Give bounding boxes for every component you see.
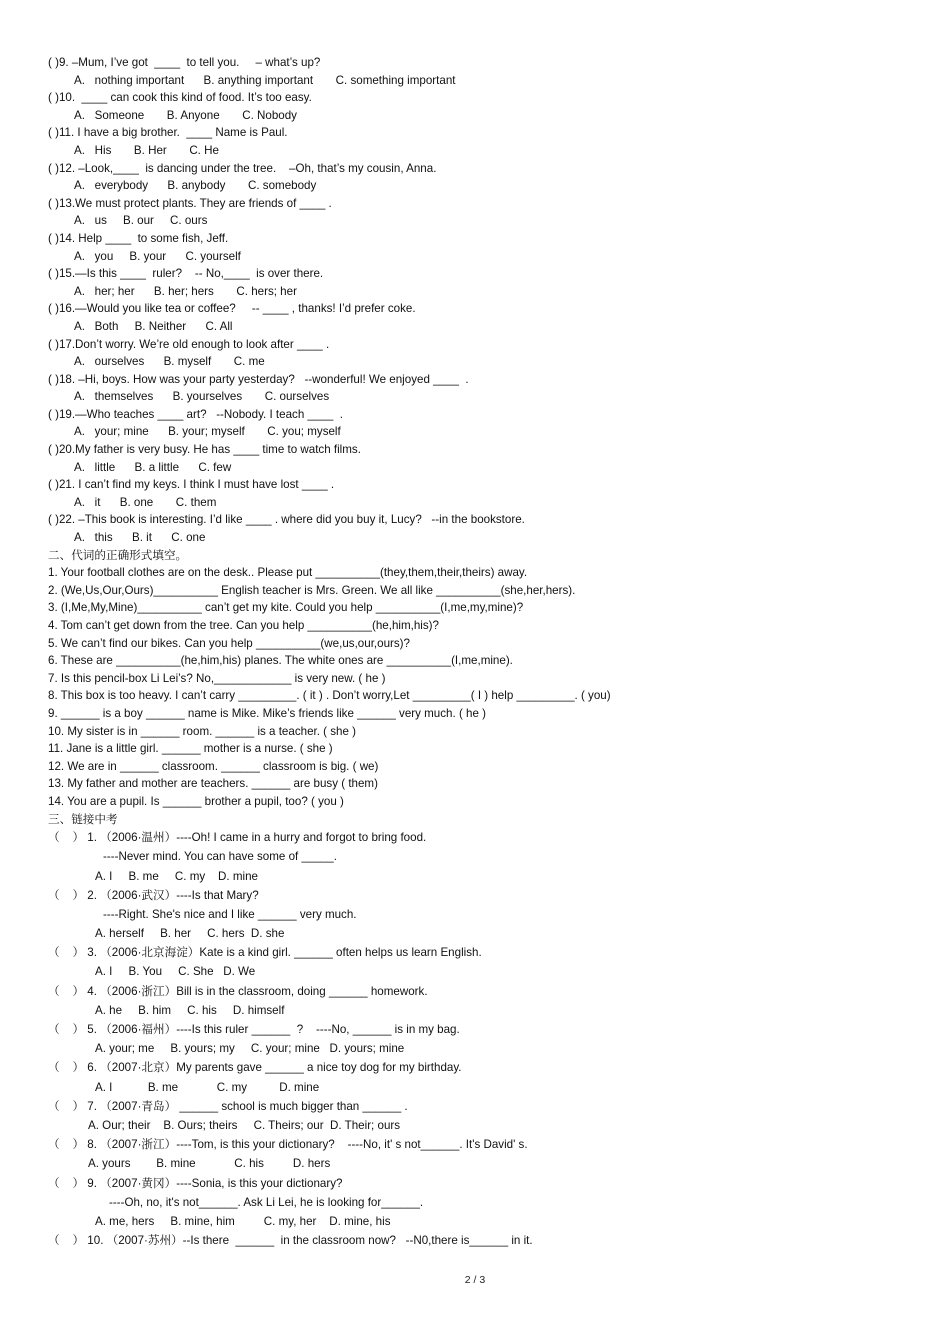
exam-question: （ ） 8. （2007·浙江）----Tom, is this your dictionary? ----No, it' s not______. It's David' s. — [48, 1138, 528, 1152]
exam-question-detail: ----Right. She's nice and I like ______ very much. — [103, 907, 357, 921]
fill-in-item: 1. Your football clothes are on the desk.. Please put __________(they,them,their,theirs) away. — [48, 566, 528, 580]
exam-question: （ ） 6. （2007·北京）My parents gave ______ a nice toy dog for my birthday. — [48, 1061, 462, 1075]
fill-in-item: 11. Jane is a little girl. ______ mother is a nurse. ( she ) — [48, 742, 333, 756]
answer-options: A. this B. it C. one — [74, 531, 206, 545]
section-3-title: 三、链接中考 — [48, 811, 118, 826]
fill-in-item: 8. This box is too heavy. I can’t carry _________. ( it ) . Don’t worry,Let _________( I ) help _________. ( you) — [48, 689, 611, 703]
multiple-choice-section — [48, 54, 908, 547]
exam-question-detail: A. herself B. her C. hers D. she — [95, 927, 285, 941]
fill-in-item: 4. Tom can’t get down from the tree. Can you help __________(he,him,his)? — [48, 619, 439, 632]
fill-in-item: 6. These are __________(he,him,his) planes. The white ones are __________(I,me,mine). — [48, 654, 513, 668]
worksheet-page — [48, 54, 908, 1250]
exam-link-section — [48, 828, 908, 1250]
exam-question-detail: A. I B. me C. my D. mine — [95, 1080, 320, 1094]
fill-in-item: 9. ______ is a boy ______ name is Mike. Mike’s friends like ______ very much. ( he ) — [48, 706, 487, 720]
answer-options: A. us B. our C. ours — [74, 214, 208, 228]
exam-question-detail: A. your; me B. yours; my C. your; mine D. yours; mine — [95, 1042, 405, 1056]
question-line: ( )19.—Who teaches ____ art? --Nobody. I teach ____ . — [48, 407, 343, 421]
page-number: 2 / 3 — [464, 1274, 486, 1286]
question-line: ( )21. I can’t find my keys. I think I must have lost ____ . — [48, 478, 335, 492]
exam-question: （ ） 1. （2006·温州）----Oh! I came in a hurry and forgot to bring food. — [48, 831, 427, 845]
question-line: ( )12. –Look,____ is dancing under the tree. –Oh, that’s my cousin, Anna. — [48, 161, 437, 175]
fill-in-item: 14. You are a pupil. Is ______ brother a pupil, too? ( you ) — [48, 794, 344, 808]
fill-in-section — [48, 564, 908, 810]
answer-options: A. Someone B. Anyone C. Nobody — [74, 108, 297, 122]
question-line: ( )16.—Would you like tea or coffee? -- ____ , thanks! I’d prefer coke. — [48, 302, 416, 316]
fill-in-item: 13. My father and mother are teachers. ______ are busy ( them) — [48, 777, 378, 791]
question-line: ( )18. –Hi, boys. How was your party yesterday? --wonderful! We enjoyed ____ . — [48, 372, 469, 386]
answer-options: A. Both B. Neither C. All — [74, 319, 233, 333]
exam-question-detail: A. I B. me C. my D. mine — [95, 869, 258, 883]
exam-question: （ ） 10. （2007·苏州）--Is there ______ in the classroom now? --N0,there is______ in it. — [48, 1234, 533, 1248]
question-line: ( )15.—Is this ____ ruler? -- No,____ is over there. — [48, 267, 324, 281]
answer-options: A. everybody B. anybody C. somebody — [74, 179, 317, 193]
fill-in-item: 3. (I,Me,My,Mine)__________ can’t get my kite. Could you help __________(I,me,my,mine)? — [48, 601, 524, 615]
answer-options: A. you B. your C. yourself — [74, 249, 241, 263]
answer-options: A. little B. a little C. few — [74, 460, 232, 474]
exam-question-detail: A. yours B. mine C. his D. hers — [88, 1157, 331, 1171]
question-line: ( )9. –Mum, I’ve got ____ to tell you. – what’s up? — [48, 56, 321, 69]
exam-question-detail: ----Oh, no, it's not______. Ask Li Lei, he is looking for______. — [109, 1195, 424, 1209]
fill-in-item: 10. My sister is in ______ room. ______ is a teacher. ( she ) — [48, 724, 357, 738]
exam-question-detail: A. he B. him C. his D. himself — [95, 1003, 285, 1017]
question-line: ( )13.We must protect plants. They are friends of ____ . — [48, 196, 332, 210]
fill-in-item: 7. Is this pencil-box Li Lei’s? No,____________ is very new. ( he ) — [48, 671, 386, 685]
answer-options: A. your; mine B. your; myself C. you; myself — [74, 425, 341, 439]
question-line: ( )14. Help ____ to some fish, Jeff. — [48, 231, 229, 245]
exam-question: （ ） 9. （2007·黄冈）----Sonia, is this your dictionary? — [48, 1176, 343, 1190]
section-2-title: 二、代词的正确形式填空。 — [48, 547, 188, 562]
question-line: ( )11. I have a big brother. ____ Name is Paul. — [48, 126, 288, 140]
exam-question: （ ） 2. （2006·武汉）----Is that Mary? — [48, 888, 259, 902]
answer-options: A. nothing important B. anything important C. something important — [74, 73, 456, 87]
fill-in-item: 2. (We,Us,Our,Ours)__________ English teacher is Mrs. Green. We all like __________(she,her,hers). — [48, 583, 576, 597]
exam-question: （ ） 5. （2006·福州）----Is this ruler ______ ? ----No, ______ is in my bag. — [48, 1023, 460, 1036]
exam-question: （ ） 4. （2006·浙江）Bill is in the classroom, doing ______ homework. — [48, 984, 428, 998]
answer-options: A. themselves B. yourselves C. ourselves — [74, 390, 330, 404]
question-line: ( )10. ____ can cook this kind of food. It’s too easy. — [48, 91, 312, 105]
exam-question-detail: ----Never mind. You can have some of _____. — [103, 850, 337, 864]
exam-question: （ ） 3. （2006·北京海淀）Kate is a kind girl. ______ often helps us learn English. — [48, 946, 482, 960]
answer-options: A. His B. Her C. He — [74, 143, 219, 157]
answer-options: A. it B. one C. them — [74, 495, 217, 509]
question-line: ( )17.Don’t worry. We’re old enough to look after ____ . — [48, 337, 330, 351]
exam-question-detail: A. Our; their B. Ours; theirs C. Theirs; our D. Their; ours — [88, 1118, 401, 1132]
answer-options: A. ourselves B. myself C. me — [74, 355, 265, 369]
exam-question-detail: A. me, hers B. mine, him C. my, her D. mine, his — [95, 1214, 391, 1228]
fill-in-item: 12. We are in ______ classroom. ______ classroom is big. ( we) — [48, 759, 379, 773]
exam-question: （ ） 7. （2007·青岛） ______ school is much bigger than ______ . — [48, 1099, 408, 1113]
exam-question-detail: A. I B. You C. She D. We — [95, 965, 256, 979]
fill-in-item: 5. We can’t find our bikes. Can you help __________(we,us,our,ours)? — [48, 636, 410, 650]
answer-options: A. her; her B. her; hers C. hers; her — [74, 284, 297, 298]
question-line: ( )20.My father is very busy. He has ____ time to watch films. — [48, 443, 361, 457]
question-line: ( )22. –This book is interesting. I’d like ____ . where did you buy it, Lucy? --in the bookstore. — [48, 513, 525, 527]
